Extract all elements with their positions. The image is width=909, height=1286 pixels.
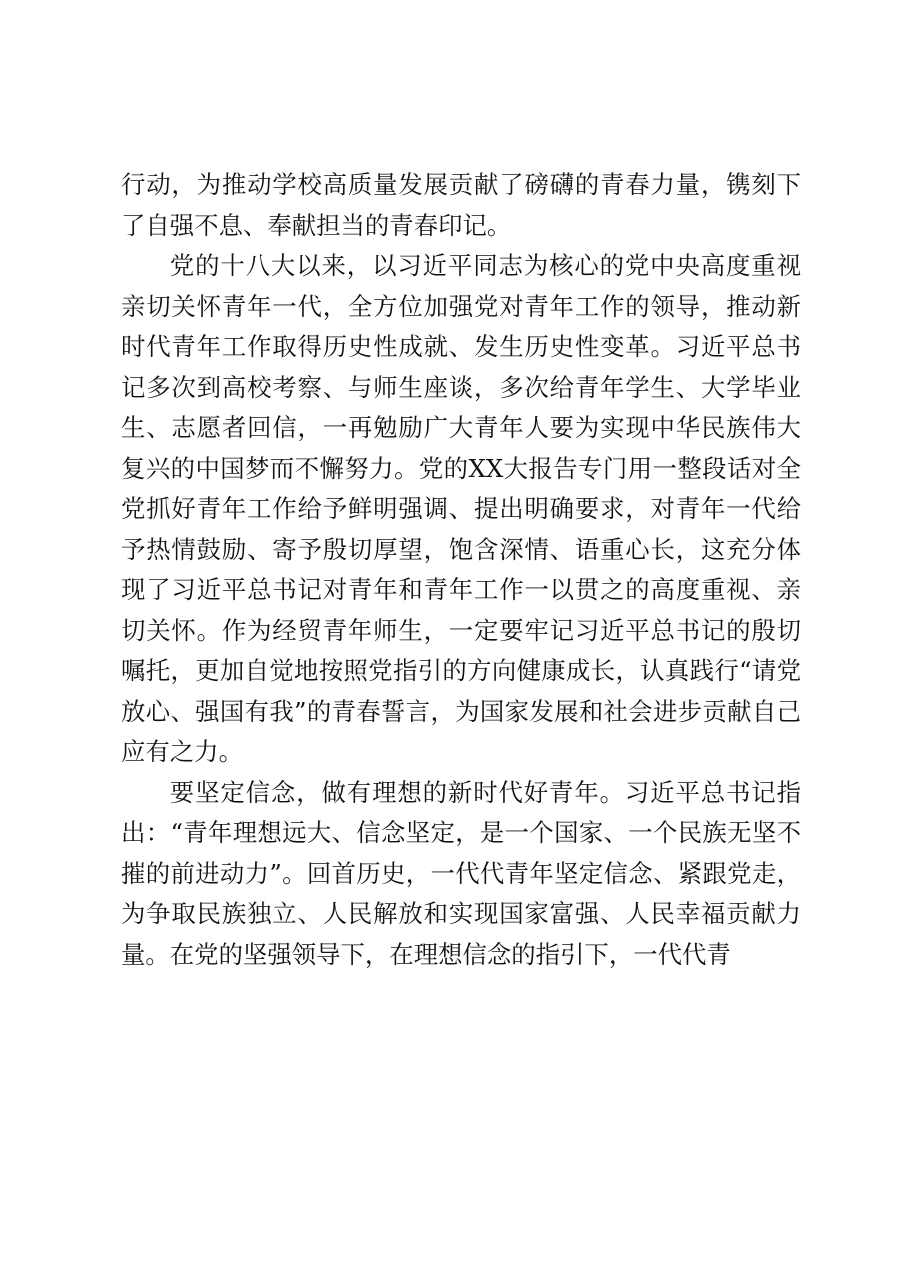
paragraph-continued: 行动，为推动学校高质量发展贡献了磅礴的青春力量，镌刻下了自强不息、奉献担当的青春印记。 [121, 170, 801, 240]
paragraph-firm-belief: 要坚定信念，做有理想的新时代好青年。习近平总书记指出：“青年理想远大、信念坚定，是一个国家、一个民族无坚不摧的前进动力”。回首历史，一代代青年坚定信念、紧跟党走，为争取民族独立、人民解放和实现国家富强、人民幸福贡献力量。在党的坚强领导下，在理想信念的指引下，一代代青 [121, 777, 801, 969]
document-body [121, 165, 801, 975]
paragraph-party-care-for-youth: 党的十八大以来，以习近平同志为核心的党中央高度重视亲切关怀青年一代，全方位加强党对青年工作的领导，推动新时代青年工作取得历史性成就、发生历史性变革。习近平总书记多次到高校考察、与师生座谈，多次给青年学生、大学毕业生、志愿者回信，一再勉励广大青年人要为实现中华民族伟大复兴的中国梦而不懈努力。党的XX大报告专门用一整段话对全党抓好青年工作给予鲜明强调、提出明确要求，对青年一代给予热情鼓励、寄予殷切厚望，饱含深情、语重心长，这充分体现了习近平总书记对青年和青年工作一以贯之的高度重视、亲切关怀。作为经贸青年师生，一定要牢记习近平总书记的殷切嘱托，更加自觉地按照党指引的方向健康成长，认真践行“请党放心、强国有我”的青春誓言，为国家发展和社会进步贡献自己应有之力。 [121, 251, 801, 766]
